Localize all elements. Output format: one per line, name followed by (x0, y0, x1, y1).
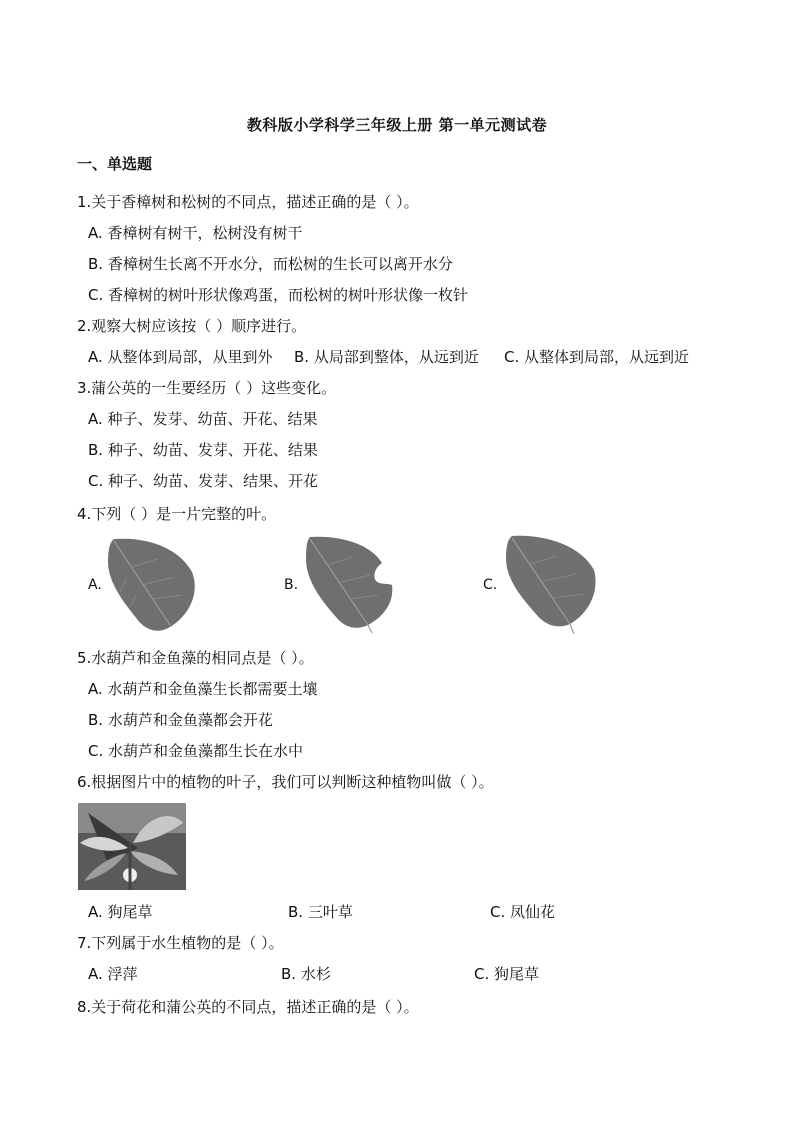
leaf-image-complete (102, 537, 200, 641)
leaf-image-with-stem (500, 534, 604, 640)
question-1-option-c: C. 香樟树的树叶形状像鸡蛋，而松树的树叶形状像一枚针 (88, 286, 469, 304)
plant-photo (78, 803, 186, 890)
question-6-option-b: B. 三叶草 (288, 903, 353, 921)
question-7-option-a: A. 浮萍 (88, 965, 138, 983)
question-2-stem: 2.观察大树应该按（ ）顺序进行。 (77, 317, 307, 335)
question-2-option-c: C. 从整体到局部，从远到近 (504, 348, 690, 366)
question-7-option-c: C. 狗尾草 (474, 965, 540, 983)
question-3-option-c: C. 种子、幼苗、发芽、结果、开花 (88, 472, 319, 490)
question-4-option-b: B. (284, 577, 299, 593)
question-6-stem: 6.根据图片中的植物的叶子，我们可以判断这种植物叫做（ ）。 (77, 773, 494, 791)
question-3-stem: 3.蒲公英的一生要经历（ ）这些变化。 (77, 379, 337, 397)
question-4-option-a: A. (88, 577, 102, 593)
question-5-option-b: B. 水葫芦和金鱼藻都会开花 (88, 711, 273, 729)
question-5-stem: 5.水葫芦和金鱼藻的相同点是（ ）。 (77, 649, 314, 667)
question-3-option-b: B. 种子、幼苗、发芽、开花、结果 (88, 441, 318, 459)
question-4-option-c: C. (483, 577, 498, 593)
question-1-option-b: B. 香樟树生长离不开水分，而松树的生长可以离开水分 (88, 255, 453, 273)
question-8-stem: 8.关于荷花和蒲公英的不同点，描述正确的是（ ）。 (77, 998, 419, 1016)
question-2-option-b: B. 从局部到整体，从远到近 (294, 348, 479, 366)
question-6-option-a: A. 狗尾草 (88, 903, 153, 921)
question-4-stem: 4.下列（ ）是一片完整的叶。 (77, 505, 277, 523)
question-7-option-b: B. 水杉 (281, 965, 331, 983)
leaf-image-damaged (300, 535, 398, 639)
question-2-option-a: A. 从整体到局部，从里到外 (88, 348, 273, 366)
question-7-stem: 7.下列属于水生植物的是（ ）。 (77, 934, 284, 952)
question-1-stem: 1.关于香樟树和松树的不同点，描述正确的是（ ）。 (77, 193, 419, 211)
question-5-option-a: A. 水葫芦和金鱼藻生长都需要土壤 (88, 680, 318, 698)
page-title: 教科版小学科学三年级上册 第一单元测试卷 (246, 116, 548, 134)
question-5-option-c: C. 水葫芦和金鱼藻都生长在水中 (88, 742, 304, 760)
section-heading: 一、单选题 (77, 155, 153, 173)
question-1-option-a: A. 香樟树有树干，松树没有树干 (88, 224, 303, 242)
question-6-option-c: C. 凤仙花 (490, 903, 556, 921)
question-3-option-a: A. 种子、发芽、幼苗、开花、结果 (88, 410, 318, 428)
